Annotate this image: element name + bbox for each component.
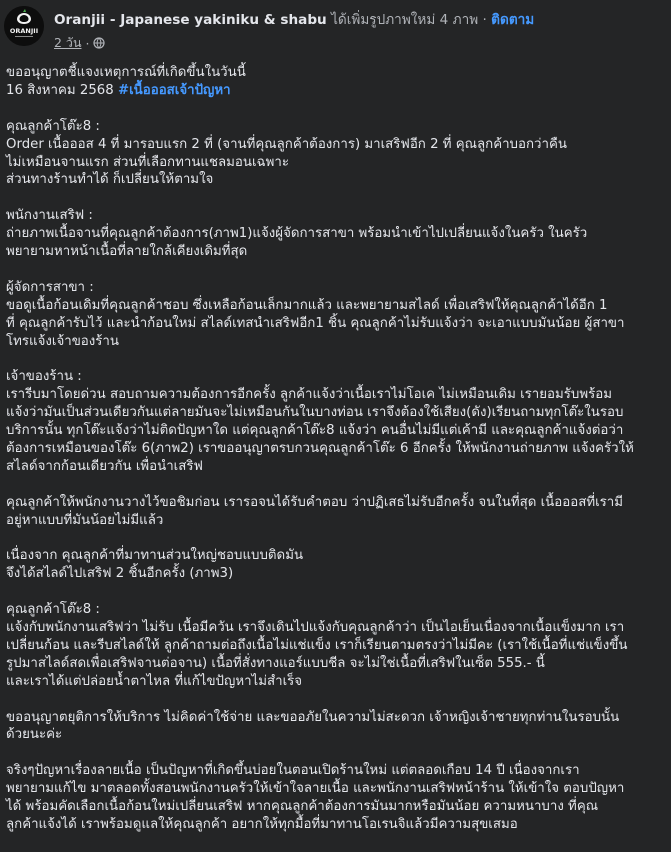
- separator: ·: [482, 12, 487, 28]
- header-line: [54, 8, 534, 30]
- follow-button[interactable]: ติดตาม: [491, 12, 535, 28]
- hashtag-link[interactable]: #เนื้อออสเจ้าปัญหา: [117, 82, 231, 98]
- intro-line: ขออนุญาตชี้แจงเหตุการณ์ที่เกิดขึ้นในวันนี้: [6, 65, 246, 80]
- paragraph-customer-table8-again: คุณลูกค้าโต๊ะ8 : แจ้งกับพนักงานเสริฟว่า ไม่รับ เนื้อมีควัน เราจึงเดินไปแจ้งกับคุณลูกค้าว่า เป็นไอเย็นเนื่องจากเนื้อแข็งมาก เรา เปลี่ยนก้อน และรีบสไลด์ให้ ลูกค้าถามต่อถึงเนื้อไม่แช่แข็ง เราก็เรียนตามตรงว่าไม่มีคะ (เราใช้เนื้อที่แช่แข็งขึ้น รูปมาสไลด์สดเพื่อเสริฟจานต่อจาน) เนื้อที่สั่งทางแอร์แบบชีล จะไม่ใช่เนื้อที่เสริฟในเซ็ต 555.- นี้ และเราได้แต่ปล่อยน้ำตาไหล ที่แก้ไขปัญหาไม่สำเร็จ: [6, 602, 628, 689]
- paragraph-conclusion: จริงๆปัญหาเรื่องลายเนื้อ เป็นปัญหาที่เกิดขึ้นบ่อยในตอนเปิดร้านใหม่ แต่ตลอดเกือบ 14 ปี เนื่องจากเรา พยายามแก้ไข มาตลอดทั้งสอนพนักงานครัวให้เข้าใจลายเนื้อ และพนักงานเสริฟหน้าร้าน ให้เข้าใจ ตอบปัญหา ได้ พร้อมคัดเลือกเนื้อก้อนใหม่เปลี่ยนเสริฟ หากคุณลูกค้าต้องการมันมากหรือมันน้อย ความหนาบาง ที่คุณ ลูกค้าแจ้งได้ เราพร้อมดูแลให้คุณลูกค้า อยากให้ทุกมื้อที่มาทานโอเรนจิแล้วมีความสุขเสมอ: [6, 763, 625, 832]
- paragraph-owner: เจ้าของร้าน : เรารีบมาโดยด่วน สอบถามความต้องการอีกครั้ง ลูกค้าแจ้งว่าเนื้อเราไม่โอเค ไม่เหมือนเดิม เรายอมรับพร้อม แจ้งว่ามันเป็นส่วนเดียวกันแต่ลายมันจะไม่เหมือนกันในบางท่อน เราจึงต้องใช้เสียง(ดัง)เรียนถามทุกโต๊ะในรอบ บริการนั้น ทุกโต๊ะแจ้งว่าไม่ติดปัญหาใด แต่คุณลูกค้าโต๊ะ8 แจ้งว่า คนอื่นไม่มีแต่เค้ามี และคุณลูกค้าแจ้งต่อว่า ต้องการเหมือนของโต๊ะ 6(ภาพ2) เราขออนุญาตรบกวนคุณลูกค้าโต๊ะ 6 อีกครั้ง ให้พนักงานถ่ายภาพ แจ้งครัวให้ สไลด์จากก้อนเดียวกัน เพื่อนำเสริฟ: [6, 369, 634, 474]
- post-action-text: ได้เพิ่มรูปภาพใหม่ 4 ภาพ: [331, 12, 479, 28]
- paragraph-waiter: พนักงานเสริฟ : ถ่ายภาพเนื้อจานที่คุณลูกค้าต้องการ(ภาพ1)แจ้งผู้จัดการสาขา พร้อมนำเข้าไปเปลี่ยนแจ้งในครัว ในครัว พยายามหาหน้าเนื้อที่ลายใกล้เคียงเดิมที่สุด: [6, 208, 588, 260]
- avatar[interactable]: [4, 6, 44, 46]
- post-body: [6, 64, 666, 852]
- page-name-link[interactable]: Oranjii - Japanese yakiniku & shabu: [54, 12, 327, 28]
- paragraph-fatty-slices: เนื่องจาก คุณลูกค้าที่มาทานส่วนใหญ่ชอบแบบติดมัน จึงได้สไลด์ไปเสริฟ 2 ชิ้นอีกครั้ง (ภาพ3): [6, 548, 304, 582]
- globe-icon[interactable]: [93, 37, 105, 49]
- post-timestamp[interactable]: 2 วัน: [54, 35, 82, 50]
- intro-date: 16 สิงหาคม 2568: [6, 82, 118, 98]
- meta-separator: ·: [85, 35, 90, 51]
- paragraph-branch-manager: ผู้จัดการสาขา : ขอดูเนื้อก้อนเดิมที่คุณลูกค้าชอบ ซึ่งเหลือก้อนเล็กมากแล้ว และพยายามสไลด์ เพื่อเสริฟให้คุณลูกค้าได้อีก 1 ที่ คุณลูกค้ารับไว้ และนำก้อนใหม่ สไลด์เทสนำเสริฟอีก1 ชิ้น คุณลูกค้าไม่รับแจ้งว่า จะเอาแบบมันน้อย ผู้สาขา โทรแจ้งเจ้าของร้าน: [6, 279, 625, 349]
- avatar-logo-text: ORANJII: [9, 27, 39, 35]
- paragraph-tasting: คุณลูกค้าให้พนักงานวางไว้ขอชิมก่อน เรารอจนได้รับคำตอบ ว่าปฏิเสธไม่รับอีกครั้ง จนในที่สุด เนื้อออสที่เรามี อยู่หาแบบที่มันน้อยไม่มีแล้ว: [6, 494, 624, 528]
- post-meta: [54, 33, 105, 53]
- oranjii-logo: [4, 6, 44, 46]
- post-header: [0, 0, 671, 58]
- paragraph-apology: ขออนุญาตยุติการให้บริการ ไม่คิดค่าใช้จ่าย และขออภัยในความไม่สะดวก เจ้าหญิงเจ้าชายทุกท่านในรอบนั้น ด้วยนะค่ะ: [6, 709, 620, 743]
- paragraph-customer-table8: คุณลูกค้าโต๊ะ8 : Order เนื้อออส 4 ที่ มารอบแรก 2 ที่ (จานที่คุณลูกค้าต้องการ) มาเสริฟอีก 2 ที่ คุณลูกค้าบอกว่าคืน ไม่เหมือนจานแรก ส่วนที่เลือกทานแชลมอนเฉพาะ ส่วนทางร้านทำได้ ก็เปลี่ยนให้ตามใจ: [6, 118, 567, 188]
- intro-paragraph: [6, 64, 666, 100]
